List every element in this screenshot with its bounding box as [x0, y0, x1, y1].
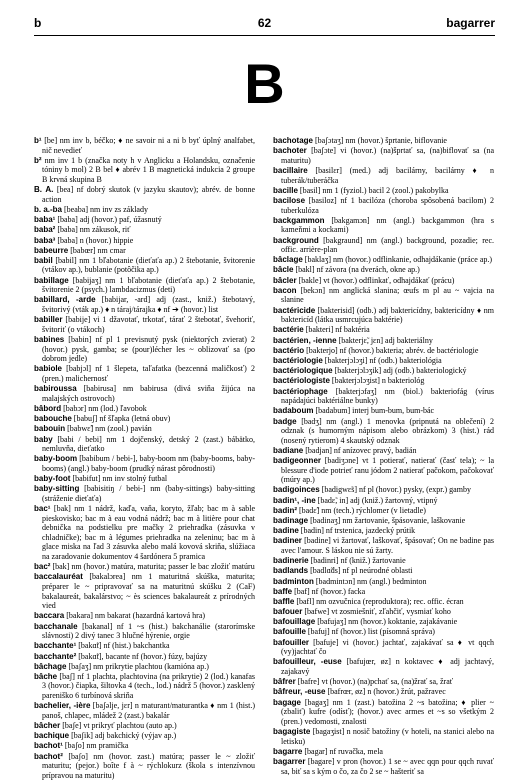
entry-definition: [bekɔn] nm anglická slanina; œufs m pl au ~ vajcia na slanine: [281, 285, 494, 305]
dictionary-entry: [273, 216, 494, 235]
entry-headword: baccara: [34, 611, 65, 621]
dictionary-entry: [273, 757, 494, 776]
dictionary-entry: [273, 516, 494, 526]
entry-headword: bagarrer: [273, 756, 306, 766]
dictionary-entry: [34, 731, 255, 741]
dictionary-entry: [34, 474, 255, 484]
entry-definition: [babwɛ̃] nm (zool.) pavián: [65, 424, 152, 434]
entry-definition: [babijaʒ] nm 1 bľabotanie (dieťaťa ap.) 2 štebotanie, švitorenie 2 (psych.) lambdacizmus (deti): [42, 275, 255, 295]
entry-headword: bâfrer: [273, 677, 296, 687]
entry-headword: bafouiller: [273, 637, 310, 647]
entry-definition: [basilɛr] (med.) adj bacilárny, bacilárny ♦ n tuberák/tuberáčka: [281, 165, 494, 185]
dictionary-entry: [273, 146, 494, 165]
dictionary-entry: [273, 166, 494, 185]
entry-definition: [bakɑ̃t] nf (hist.) bakchantka: [76, 641, 170, 651]
entry-definition: [babirusa] nm babirusa (divá sviňa žijúca na malajských ostrovoch): [42, 384, 255, 403]
dictionary-entry: [273, 456, 494, 485]
dictionary-entry: [273, 136, 494, 146]
entry-definition: [be] nm inv b, béčko; ♦ ne savoir ni a ni b byť úplný analfabet, nič nevedieť: [41, 136, 255, 155]
entry-definition: [badinri] nf (kniž.) žartovanie: [308, 556, 406, 566]
entry-headword: baba¹: [34, 215, 56, 225]
entry-headword: bactériologiste: [273, 376, 330, 386]
entry-definition: [badine] vi žartovať, laškovať, špásovať; On ne badine pas avec l'amour. S láskou nie sú žarty.: [281, 536, 494, 555]
dictionary-entry: [34, 136, 255, 155]
entry-headword: bâfreur, -euse: [273, 687, 326, 697]
dictionary-entry: [273, 356, 494, 366]
entry-headword: babillage: [34, 275, 69, 285]
dictionary-entry: [273, 687, 494, 697]
entry-definition: [bakterisid] (odb.) adj baktericídny, baktericídny ♦ nm baktericíd (látka usmrcujúca baktérie): [281, 305, 494, 325]
dictionary-entry: [273, 255, 494, 265]
page-header: [34, 14, 495, 34]
entry-headword: b¹: [34, 136, 42, 145]
dictionary-entry: [34, 672, 255, 701]
entry-headword: bachique: [34, 731, 70, 741]
entry-definition: [bakɑ̃t], bacante nf (hovor.) fúzy, bajúzy: [76, 651, 208, 661]
dictionary-entry: [273, 607, 494, 617]
entry-definition: [badlɑ̃ds] nf pl neúrodné oblasti: [308, 566, 413, 576]
entry-definition: [babijar, -ard] adj (zast., kniž.) štebotavý, švitorivý (vták ap.) ♦ n táraj/tárajka ♦ nf ➔ (hovor.) list: [42, 295, 255, 315]
dictionary-entry: [34, 504, 255, 562]
entry-definition: [badʒ] nm (angl.) 1 menovka (pripnutá na oblečení) 2 odznak (s humorným nápisom alebo obrázkom) 3 (hist.) rád (nosený rytierom) 4 skautský odznak: [281, 416, 494, 445]
entry-definition: [basiloz] nf 1 bacilóza (choroba spôsobená bacilom) 2 tuberkulóza: [281, 195, 494, 215]
entry-definition: [badigwɛ̃s] nf pl (hovor.) pysky, (expr.) gamby: [319, 485, 471, 495]
entry-headword: baby-foot: [34, 474, 71, 484]
entry-definition: [baba] n (hovor.) hippie: [55, 235, 134, 245]
entry-definition: [beaba] nm inv zs základy: [62, 204, 148, 214]
entry-definition: [babin] nf pl 1 previsnutý pysk (niektorých zvierat) 2 (hovor.) pysk, gamba; se (pour)lécher les ~ oblizovať sa (po dobrom jedle): [42, 335, 255, 364]
entry-headword: bafouilleur, -euse: [273, 657, 342, 667]
entry-definition: [babibum / bebi-], baby-boom nm (baby-booms, baby-booms) (angl.) baby-boom (prudký nárast pôrodnosti): [42, 454, 255, 473]
entry-definition: [bafl] nm ozvučnica (reproduktora); rec. offic. écran: [294, 596, 464, 606]
entry-definition: [bakl] nf závora (na dverách, okne ap.): [293, 265, 420, 275]
entry-headword: bachelier, -ière: [34, 701, 91, 711]
entry-headword: babouin: [34, 424, 66, 434]
dictionary-entry: [34, 156, 255, 185]
dictionary-entry: [34, 185, 255, 204]
entry-definition: nm inv 1 b (značka noty h v Anglicku a Holandsku, označenie tóniny b mol) 2 B bel ♦ abrév 1 B magnetická indukcia 2 groupe B krvná skupina B: [41, 155, 255, 184]
entry-headword: babiole: [34, 364, 63, 374]
dictionary-entry: [34, 424, 255, 434]
header-first-word: b: [34, 16, 42, 30]
dictionary-entry: [34, 236, 255, 246]
entry-definition: [bakteri] nf baktéria: [303, 325, 370, 335]
dictionary-entry: [34, 641, 255, 651]
entry-definition: [babuʃ] nf šľapka (letná obuv): [71, 414, 171, 424]
entry-definition: [baʃik] adj bakchický (výjav ap.): [69, 731, 177, 741]
entry-headword: bac¹: [34, 504, 51, 514]
entry-headword: baccalauréat: [34, 572, 83, 582]
entry-headword: bactériophage: [273, 386, 328, 396]
entry-headword: babines: [34, 335, 65, 344]
entry-headword: babil: [34, 255, 53, 265]
entry-definition: [baʃɔte] vi (hovor.) (na)šprtať sa, (na)biflovať sa (na maturitu): [281, 146, 494, 165]
entry-definition: [bakterjɔlɔʒik] adj (odb.) bakteriologický: [332, 366, 467, 376]
entry-headword: badge: [273, 416, 297, 426]
entry-headword: bacon: [273, 285, 297, 295]
entry-headword: bafouille: [273, 627, 306, 637]
dictionary-entry: [273, 496, 494, 506]
entry-definition: [bakle] vt (hovor.) odflinkať, odhajdákať (prácu): [296, 275, 455, 285]
dictionary-entry: [34, 384, 255, 403]
entry-headword: badiane: [273, 445, 304, 455]
entry-headword: bactério: [273, 345, 305, 355]
entry-definition: [bakanal] nf 1 ~s (hist.) bakchanálie (starorímske slávnosti) 2 divý tanec 3 hlučné hýrenie, orgie: [42, 621, 255, 641]
entry-definition: [badabum] interj bum-bum, bum-bác: [313, 406, 435, 416]
entry-headword: bacilose: [273, 195, 306, 205]
dictionary-entry: [34, 364, 255, 383]
dictionary-entry: [34, 414, 255, 424]
dictionary-entry: [273, 406, 494, 416]
dictionary-entry: [273, 325, 494, 335]
entry-headword: badin¹, -ine: [273, 495, 316, 505]
entry-definition: [bagaʒ] nm 1 (zast.) batožina 2 ~s batožina; ♦ plier ~ (zbaliť) kufre (odísť); (hovor.) avec armes et ~s so všetkým 2 (pren.) vedomosti, znalosti: [281, 697, 494, 726]
dictionary-entry: [34, 246, 255, 256]
entry-headword: badaboum: [273, 406, 314, 416]
dictionary-entry: [34, 721, 255, 731]
entry-headword: bacchanale: [34, 621, 78, 631]
entry-definition: [bafre] vt (hovor.) (na)pchať sa, (na)žrať sa, žrať: [295, 677, 454, 687]
entry-headword: bâclage: [273, 255, 303, 265]
dictionary-entry: [34, 256, 255, 275]
entry-headword: bagagiste: [273, 726, 311, 736]
entry-definition: [baba] adj (hovor.) paf, úžasnutý: [55, 215, 162, 225]
entry-headword: baffle: [273, 596, 295, 606]
dictionary-entry: [34, 276, 255, 295]
entry-headword: bacillaire: [273, 165, 308, 175]
entry-definition: [baʃe] vt prikryť plachtou (auto ap.): [60, 721, 177, 731]
dictionary-entry: [273, 196, 494, 215]
entry-definition: [bagaʒist] n nosič batožiny (v hoteli, na stanici alebo na letisku): [281, 726, 494, 746]
entry-headword: bâcle: [273, 265, 294, 275]
dictionary-entry: [273, 366, 494, 376]
dictionary-entry: [273, 677, 494, 687]
dictionary-entry: [273, 265, 494, 275]
entry-headword: bacchante¹: [34, 641, 77, 651]
dictionary-entry: [273, 556, 494, 566]
entry-headword: bactérie: [273, 325, 304, 335]
entry-headword: bachot¹: [34, 741, 63, 751]
entry-definition: [bafrœr, øz] n (hovor.) žrút, pažravec: [325, 687, 446, 697]
entry-headword: babiller: [34, 315, 63, 325]
entry-headword: babillard, -arde: [34, 295, 96, 305]
entry-headword: babeurre: [34, 245, 69, 255]
entry-definition: [baʃo] nm pramička: [62, 741, 129, 751]
entry-definition: [bea] nf dobrý skutok (v jazyku skautov); abrév. de bonne action: [42, 185, 255, 204]
entry-headword: badigoinces: [273, 485, 320, 495]
entry-headword: bâchage: [34, 661, 67, 671]
entry-definition: [bafwe] vt zosmiešniť, zľahčiť, vysmiať koho: [302, 607, 451, 617]
entry-headword: bâcler: [273, 275, 297, 285]
dictionary-entry: [273, 276, 494, 286]
entry-definition: [bafujaʒ] nm (hovor.) koktanie, zajakávanie: [315, 617, 458, 627]
dictionary-entry: [273, 587, 494, 597]
entry-definition: [babifut] nm inv stolný futbal: [70, 474, 168, 484]
entry-definition: [baʃɔtaʒ] nm (hovor.) šprtanie, biflovanie: [313, 136, 447, 145]
dictionary-entry: [34, 205, 255, 215]
entry-headword: bacille: [273, 185, 298, 195]
header-last-word: bagarrer: [446, 16, 495, 30]
entry-definition: [bak] nm (hovor.) matúra, maturita; passer le bac zložiť matúru: [50, 562, 255, 572]
dictionary-entry: [34, 572, 255, 610]
entry-headword: background: [273, 235, 319, 245]
dictionary-entry: [34, 652, 255, 662]
entry-headword: baffe: [273, 586, 293, 596]
dictionary-entry: [34, 215, 255, 225]
left-column: [34, 136, 255, 781]
dictionary-entry: [34, 701, 255, 720]
entry-definition: [bakalɔrea] nm 1 maturitná skúška, maturita; préparer le ~ pripravovať sa na maturitnú skúšku 2 (CaF) bakalaureát, bakalárstvo; ~ ès sciences bakalaureát z prírodných vied: [42, 572, 255, 611]
dictionary-entry: [273, 186, 494, 196]
entry-definition: [bakgamɔn] nm (angl.) backgammon (hra s kameňmi a kockami): [281, 215, 494, 235]
dictionary-entry: [34, 225, 255, 235]
entry-definition: [bakgraund] nm (angl.) background, pozadie; rec. offic. arrière-plan: [281, 235, 494, 255]
entry-headword: bâbord: [34, 403, 62, 413]
dictionary-entry: [34, 562, 255, 572]
dictionary-entry: [273, 387, 494, 406]
entry-definition: [bakterjɔlɔʒi] nf (odb.) bakteriológia: [322, 355, 442, 365]
entry-headword: bachoter: [273, 146, 307, 156]
dictionary-entry: [273, 236, 494, 255]
entry-definition: [badinaʒ] nm žartovanie, špásovanie, laškovanie: [308, 516, 466, 525]
entry-definition: [baf] nf (hovor.) facka: [292, 586, 366, 596]
dictionary-entry: [273, 566, 494, 576]
entry-headword: bacchante²: [34, 651, 77, 661]
entry-definition: [badin] nf trstenica, jazdecký prútik: [298, 526, 416, 536]
dictionary-entry: [273, 417, 494, 446]
entry-definition: [babisitiŋ / bebi-] nm (baby-sittings) baby-sitting (stráženie dieťaťa): [42, 484, 255, 503]
dictionary-entry: [273, 286, 494, 305]
entry-definition: [bafuj] nf (hovor.) list (písomná správa): [305, 627, 435, 637]
dictionary-entry: [34, 484, 255, 503]
entry-headword: badinage: [273, 516, 309, 525]
entry-headword: backgammon: [273, 215, 325, 225]
entry-definition: [baba] nm zákusok, riť: [55, 225, 131, 235]
entry-headword: badin²: [273, 505, 297, 515]
entry-headword: badinerie: [273, 556, 309, 566]
dictionary-entry: [34, 315, 255, 334]
entry-headword: bâche: [34, 671, 58, 681]
dictionary-entry: [273, 485, 494, 495]
dictionary-entry: [34, 752, 255, 781]
entry-headword: bafouillage: [273, 617, 316, 627]
dictionary-entry: [34, 611, 255, 621]
entry-definition: [basil] nm 1 (fyziol.) bacil 2 (zool.) pakobylka: [297, 185, 449, 195]
entry-definition: [baʃ] nf 1 plachta, plachtovina (na prikrytie) 2 (lod.) kanafas 3 (hovor.) čiapka, šiltovka 4 (tech., lod.) nádrž 5 (hovor.) zasklený pareniško 6 turbínová skriňa: [42, 671, 255, 701]
entry-definition: [bafujœr, øz] n koktavec ♦ adj jachtavý, zajakavý: [281, 657, 495, 677]
dictionary-entry: [34, 404, 255, 414]
entry-definition: [baklaʒ] nm (hovor.) odflinkanie, odhajdákanie (práce ap.): [302, 255, 493, 265]
entry-definition: [bakterjo] nf (hovor.) bakteria; abrév. de bactériologie: [304, 345, 479, 355]
entry-headword: badigeonner: [273, 456, 322, 466]
dictionary-entry: [273, 577, 494, 587]
entry-definition: [babi / bebi] nm 1 dojčenský, detský 2 (zast.) bábätko, nemluvňa, dieťatko: [42, 434, 255, 454]
entry-headword: bactériologique: [273, 366, 333, 376]
dictionary-entry: [34, 335, 255, 364]
entry-headword: baby-sitting: [34, 484, 80, 494]
entry-headword: bachot²: [34, 751, 63, 761]
entry-definition: [babɔr] nm (lod.) ľavobok: [61, 403, 147, 413]
entry-headword: bactéricide: [273, 305, 316, 315]
entry-headword: baba³: [34, 235, 56, 245]
dictionary-entry: [273, 627, 494, 637]
right-column: [273, 136, 494, 777]
entry-headword: bâcher: [34, 721, 61, 731]
entry-headword: badlands: [273, 566, 309, 576]
entry-definition: [badɛ̃] nm (tech.) rýchlomer (v lietadle): [297, 505, 426, 515]
entry-definition: [badmintɔn] nm (angl.) bedminton: [313, 576, 427, 586]
entry-headword: bactériologie: [273, 355, 323, 365]
entry-definition: [baʃəlje, jɛr] n maturant/maturantka ♦ nm 1 (hist.) panoš, chlapec, mládež 2 (zast.) bakalár: [42, 701, 256, 720]
entry-definition: [badiʒɔne] vt 1 potierať, natierať (časť tela); ~ la blessure d'iode potrieť ranu jódom 2 natierať pačokom, pačokovať (múry ap.): [281, 456, 494, 485]
entry-headword: bagarre: [273, 746, 303, 756]
dictionary-entry: [273, 597, 494, 607]
entry-definition: [bagare] v pron (hovor.) 1 se ~ avec qqn pour qqch ruvať sa, biť sa s kým o čo, za čo 2 se ~ hašteriť sa: [281, 756, 494, 776]
dictionary-entry: [273, 698, 494, 727]
entry-headword: badminton: [273, 576, 314, 586]
entry-headword: badine: [273, 526, 299, 536]
entry-headword: B. A.: [34, 185, 54, 195]
entry-headword: babiroussa: [34, 384, 77, 394]
dictionary-entry: [273, 727, 494, 746]
entry-definition: [bak] nm 1 nádrž, kaďa, vaňa, koryto, žľab; bac m à sable pieskovisko; bac m à eau vodná nádrž; bac m à litière pour chat debnička na podstielku pre mačky 2 priehradka (zásuvka v chladničke); bac m à légumes priehradka na zeleninu; bac m à glace miska na ľad 3 zásuvka alebo malá kovová skriňa, slúžiaca na zaradovanie dokumentov 4 šardónera 5 pramica: [42, 504, 255, 561]
dictionary-entry: [273, 617, 494, 627]
entry-definition: [babil] nm 1 bľabotanie (dieťaťa ap.) 2 štebotanie, švitorenie (vtákov ap.), bublanie (potôčika ap.): [42, 255, 255, 275]
entry-headword: b. a.-ba: [34, 204, 63, 214]
entry-headword: bachotage: [273, 136, 314, 145]
dictionary-entry: [273, 446, 494, 456]
dictionary-entry: [273, 526, 494, 536]
entry-headword: bagage: [273, 697, 302, 707]
section-letter: B: [244, 52, 285, 115]
entry-definition: [bafuje] vi (hovor.) jachtať, zajakávať sa ♦ vt qqch (vy)jachtať čo: [281, 637, 494, 657]
dictionary-entry: [273, 657, 494, 676]
entry-headword: babouche: [34, 414, 72, 424]
entry-definition: [badjan] nf anízovec pravý, badián: [303, 445, 417, 455]
dictionary-entry: [273, 376, 494, 386]
dictionary-entry: [273, 336, 494, 346]
entry-headword: bac²: [34, 562, 51, 572]
entry-definition: [bakterjɔlɔʒist] n bakteriológ: [329, 376, 425, 386]
entry-definition: [bagar] nf ruvačka, mela: [302, 746, 383, 756]
entry-definition: [bakterjɛ̃, jɛn] adj bakteriálny: [336, 335, 433, 345]
entry-headword: baby: [34, 434, 53, 444]
dictionary-entry: [34, 662, 255, 672]
dictionary-entry: [34, 622, 255, 641]
dictionary-entry: [273, 747, 494, 757]
dictionary-entry: [273, 506, 494, 516]
entry-definition: [babœr] nm cmar: [68, 245, 126, 255]
entry-definition: [babjɔl] nf 1 šlepeta, taľafatka (bezcenná maličkosť) 2 (pren.) malichernosť: [42, 364, 255, 383]
dictionary-entry: [34, 454, 255, 473]
entry-definition: [bakterjɔfaʒ] nm (biol.) bakteriofág (vírus napádajúci baktériálne bunky): [281, 386, 494, 406]
entry-headword: bactérien, -ienne: [273, 335, 337, 345]
entry-headword: baby-boom: [34, 454, 78, 464]
entry-headword: badiner: [273, 536, 302, 546]
entry-headword: b²: [34, 155, 42, 165]
page-number: 62: [257, 16, 272, 30]
entry-definition: [bakara] nm bakarat (hazardná kartová hra): [64, 611, 206, 621]
entry-definition: [baʃaʒ] nm prikrytie plachtou (kamióna ap.): [66, 661, 209, 671]
dictionary-entry: [273, 638, 494, 657]
dictionary-entry: [34, 435, 255, 454]
entry-definition: [baʃo] nm (hovor. zast.) matúra; passer le ~ zložiť maturitu; (pejor.) boîte f à ~ rýchlokurz (škola s intenzívnou prípravou na maturitu): [42, 751, 255, 780]
dictionary-entry: [273, 306, 494, 325]
dictionary-entry: [273, 536, 494, 555]
dictionary-entry: [273, 346, 494, 356]
header-rule: [34, 35, 495, 36]
dictionary-entry: [34, 295, 255, 314]
entry-definition: [babije] vi 1 džavotať, trkotať, tárať 2 štebotať, švehoriť, švitoriť (o vtákoch): [42, 315, 255, 334]
entry-headword: baba²: [34, 225, 56, 235]
entry-definition: [badɛ̃, in] adj (kniž.) žartovný, vtipný: [315, 495, 438, 505]
entry-headword: bafouer: [273, 607, 303, 617]
